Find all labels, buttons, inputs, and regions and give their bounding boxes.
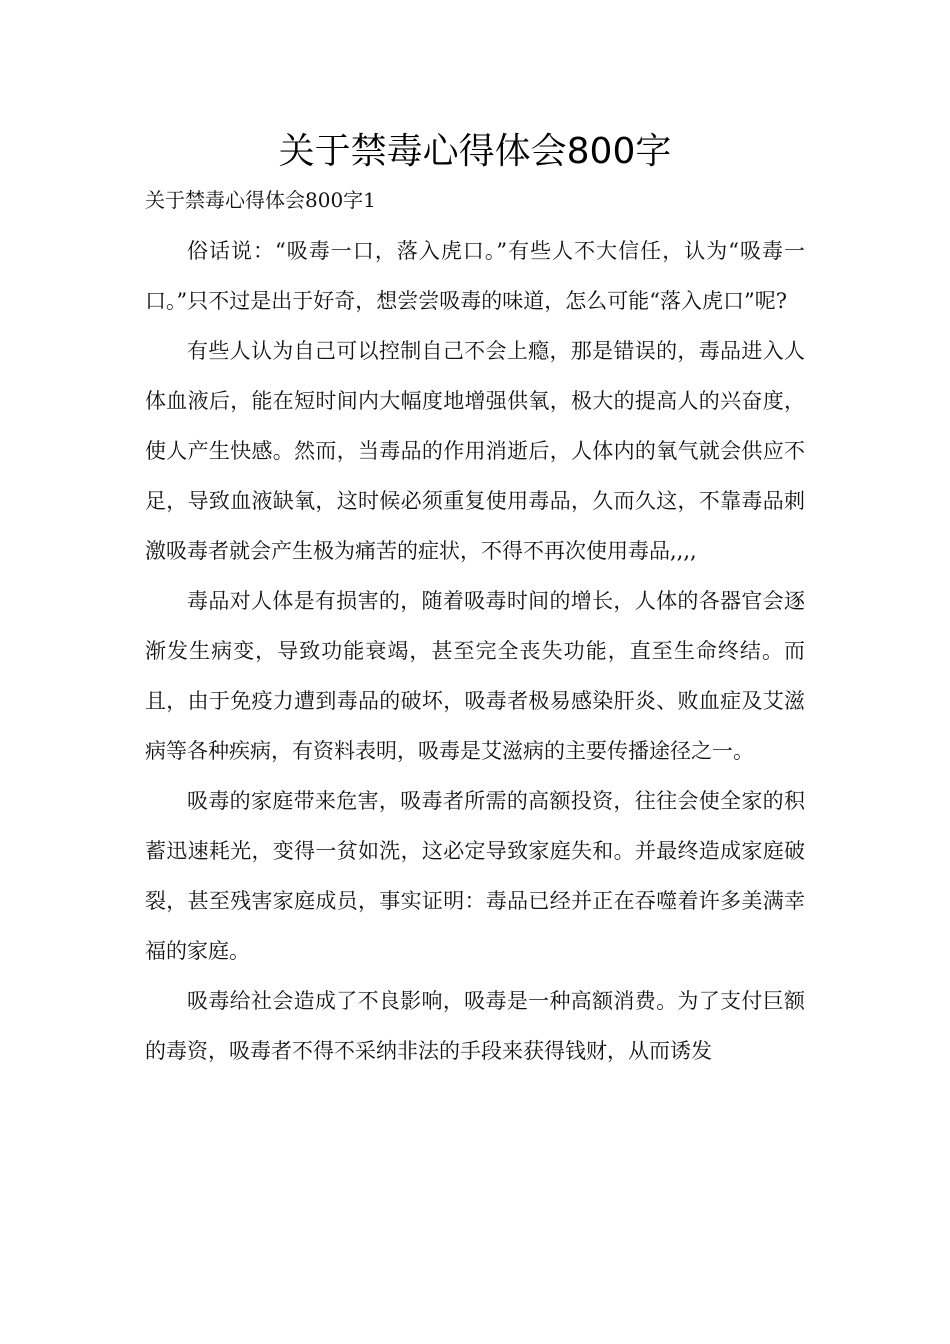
- document-subtitle: 关于禁毒心得体会800字1: [145, 188, 376, 212]
- paragraph: 毒品对人体是有损害的，随着吸毒时间的增长，人体的各器官会逐渐发生病变，导致功能衰竭，甚至完全丧失功能，直至生命终结。而且，由于免疫力遭到毒品的破坏，吸毒者极易感染肝炎、败血症及艾滋病等各种疾病，有资料表明，吸毒是艾滋病的主要传播途径之一。: [145, 589, 805, 763]
- paragraph: 有些人认为自己可以控制自己不会上瘾，那是错误的，毒品进入人体血液后，能在短时间内大幅度地增强供氧，极大的提高人的兴奋度，使人产生快感。然而，当毒品的作用消逝后，人体内的氧气就会供应不足，导致血液缺氧，这时候必须重复使用毒品，久而久这，不靠毒品刺激吸毒者就会产生极为痛苦的症状，不得不再次使用毒品,,,,: [145, 339, 805, 563]
- paragraph: 吸毒给社会造成了不良影响，吸毒是一种高额消费。为了支付巨额的毒资，吸毒者不得不采纳非法的手段来获得钱财，从而诱发: [145, 989, 805, 1063]
- document-title: 关于禁毒心得体会800字: [278, 131, 672, 172]
- paragraph: 俗话说：“吸毒一口，落入虎口。”有些人不大信任，认为“吸毒一口。”只不过是出于好奇，想尝尝吸毒的味道，怎么可能“落入虎口”呢?: [145, 239, 805, 313]
- document-body: [145, 226, 805, 1076]
- paragraph: 吸毒的家庭带来危害，吸毒者所需的高额投资，往往会使全家的积蓄迅速耗光，变得一贫如洗，这必定导致家庭失和。并最终造成家庭破裂，甚至残害家庭成员，事实证明：毒品已经并正在吞噬着许多美满幸福的家庭。: [145, 789, 805, 963]
